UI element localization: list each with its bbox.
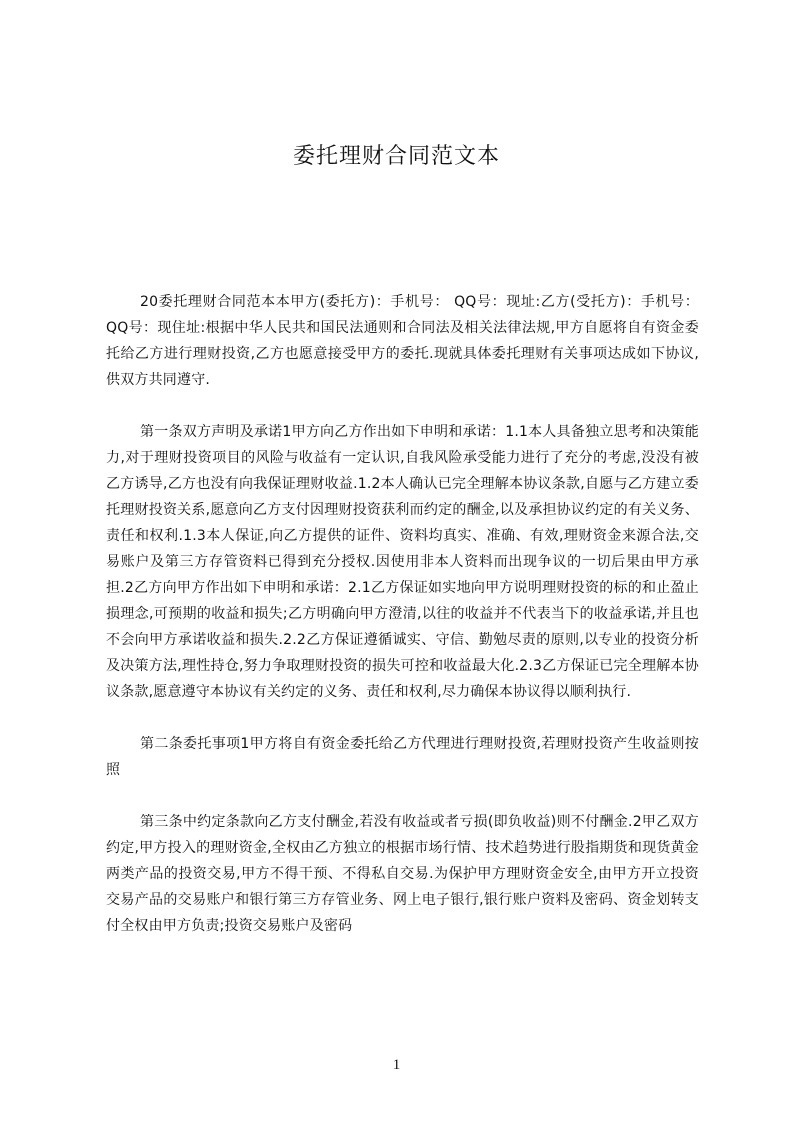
paragraph-article-1: 第一条双方声明及承诺1甲方向乙方作出如下申明和承诺：1.1本人具备独立思考和决策能力,对于理财投资项目的风险与收益有一定认识,自我风险承受能力进行了充分的考虑,没没有被乙方诱导,乙方也没有向我保证理财收益.1.2本人确认已完全理解本协议条款,自愿与乙方建立委托理财投资关系,愿意向乙方支付因理财投资获利而约定的酬金,以及承担协议约定的有关义务、责任和权利.1.3本人保证,向乙方提供的证件、资料均真实、准确、有效,理财资金来源合法,交易账户及第三方存管资料已得到充分授权.因使用非本人资料而出现争议的一切后果由甲方承担.2乙方向甲方作出如下申明和承诺：2.1乙方保证如实地向甲方说明理财投资的标的和止盈止损理念,可预期的收益和损失;乙方明确向甲方澄清,以往的收益并不代表当下的收益承诺,并且也不会向甲方承诺收益和损失.2.2乙方保证遵循诚实、守信、勤勉尽责的原则,以专业的投资分析及决策方法,理性持仓,努力争取理财投资的损失可控和收益最大化.2.3乙方保证已完全理解本协议条款,愿意遵守本协议有关约定的义务、责任和权利,尽力确保本协议得以顺利执行. [106,424,699,700]
document-title: 委托理财合同范文本 [292,144,500,169]
paragraph-article-3: 第三条中约定条款向乙方支付酬金,若没有收益或者亏损(即负收益)则不付酬金.2甲乙双方约定,甲方投入的理财资金,全权由乙方独立的根据市场行情、技术趋势进行股指期货和现货黄金两类产品的投资交易,甲方不得干预、不得私自交易.为保护甲方理财资金安全,由甲方开立投资交易产品的交易账户和银行第三方存管业务、网上电子银行,银行账户资料及密码、资金划转支付全权由甲方负责;投资交易账户及密码 [106,814,699,934]
page-number: 1 [392,1057,401,1073]
document-body [106,289,699,965]
paragraph-article-2: 第二条委托事项1甲方将自有资金委托给乙方代理进行理财投资,若理财投资产生收益则按照 [106,736,699,778]
paragraph-preamble: 20委托理财合同范本本甲方(委托方)：手机号： QQ号：现址:乙方(受托方)：手机号：QQ号：现住址:根据中华人民共和国民法通则和合同法及相关法律法规,甲方自愿将自有资金委托给乙方进行理财投资,乙方也愿意接受甲方的委托.现就具体委托理财有关事项达成如下协议,供双方共同遵守. [106,294,699,388]
